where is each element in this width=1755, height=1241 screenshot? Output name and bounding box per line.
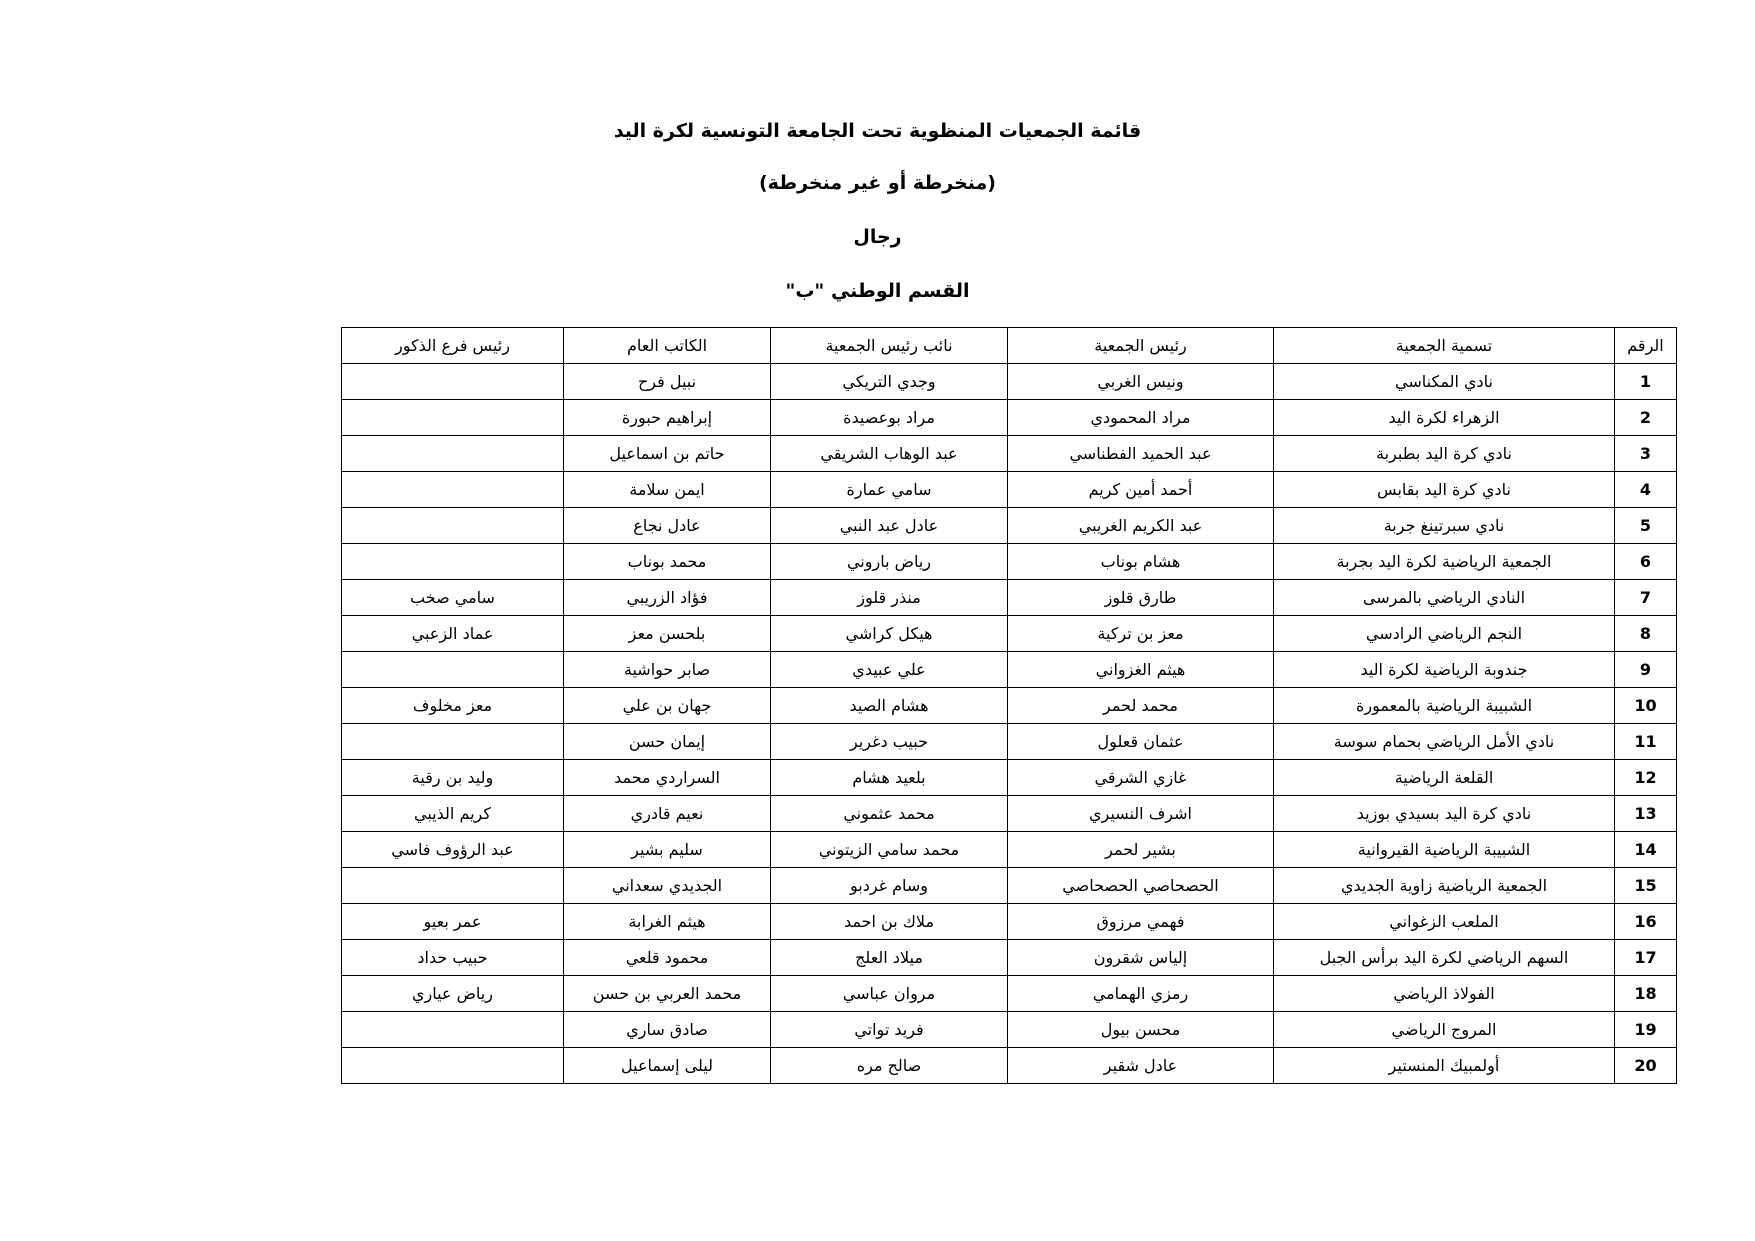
cell-number: 18: [1615, 976, 1677, 1012]
cell-secretary-general: محمود قلعي: [564, 940, 771, 976]
cell-president: رمزي الهمامي: [1008, 976, 1274, 1012]
cell-club-name: الملعب الزغواني: [1274, 904, 1615, 940]
cell-number: 11: [1615, 724, 1677, 760]
cell-male-branch-head: وليد بن رقية: [342, 760, 564, 796]
cell-president: عادل شقير: [1008, 1048, 1274, 1084]
cell-secretary-general: السراردي محمد: [564, 760, 771, 796]
table-row: [342, 580, 1677, 616]
cell-vice-president: بلعيد هشام: [771, 760, 1008, 796]
table-row: [342, 1012, 1677, 1048]
cell-male-branch-head: [342, 364, 564, 400]
cell-club-name: نادي كرة اليد بقابس: [1274, 472, 1615, 508]
cell-club-name: الشبيبة الرياضية بالمعمورة: [1274, 688, 1615, 724]
cell-number: 4: [1615, 472, 1677, 508]
cell-club-name: نادي المكناسي: [1274, 364, 1615, 400]
table-row: [342, 544, 1677, 580]
table-row: [342, 976, 1677, 1012]
table-row: [342, 472, 1677, 508]
table-row: [342, 760, 1677, 796]
cell-male-branch-head: [342, 400, 564, 436]
cell-male-branch-head: [342, 472, 564, 508]
cell-president: محسن بيول: [1008, 1012, 1274, 1048]
cell-number: 17: [1615, 940, 1677, 976]
cell-vice-president: محمد عثموني: [771, 796, 1008, 832]
cell-president: معز بن تركية: [1008, 616, 1274, 652]
cell-president: مراد المحمودي: [1008, 400, 1274, 436]
cell-secretary-general: ايمن سلامة: [564, 472, 771, 508]
cell-number: 2: [1615, 400, 1677, 436]
document-title: قائمة الجمعيات المنظوية تحت الجامعة التونسية لكرة اليد: [613, 120, 1142, 142]
cell-president: أحمد أمين كريم: [1008, 472, 1274, 508]
cell-male-branch-head: [342, 868, 564, 904]
cell-president: طارق قلوز: [1008, 580, 1274, 616]
cell-number: 16: [1615, 904, 1677, 940]
cell-club-name: الشبيبة الرياضية القيروانية: [1274, 832, 1615, 868]
cell-number: 9: [1615, 652, 1677, 688]
cell-vice-president: ميلاد العلج: [771, 940, 1008, 976]
table-row: [342, 940, 1677, 976]
cell-club-name: نادي الأمل الرياضي بحمام سوسة: [1274, 724, 1615, 760]
cell-number: 12: [1615, 760, 1677, 796]
cell-president: عبد الكريم الغريبي: [1008, 508, 1274, 544]
cell-number: 7: [1615, 580, 1677, 616]
clubs-table: [341, 327, 1677, 1084]
table-row: [342, 364, 1677, 400]
cell-president: ونيس الغربي: [1008, 364, 1274, 400]
header-secretary-general: الكاتب العام: [564, 328, 771, 364]
cell-vice-president: مروان عباسي: [771, 976, 1008, 1012]
cell-vice-president: صالح مره: [771, 1048, 1008, 1084]
cell-secretary-general: صادق ساري: [564, 1012, 771, 1048]
cell-vice-president: منذر قلوز: [771, 580, 1008, 616]
cell-president: فهمي مرزوق: [1008, 904, 1274, 940]
cell-president: الحصحاصي الحصحاصي: [1008, 868, 1274, 904]
table-row: [342, 652, 1677, 688]
cell-club-name: أولمبيك المنستير: [1274, 1048, 1615, 1084]
header-club-name: تسمية الجمعية: [1274, 328, 1615, 364]
table-row: [342, 904, 1677, 940]
cell-male-branch-head: [342, 508, 564, 544]
cell-secretary-general: محمد بوناب: [564, 544, 771, 580]
cell-club-name: الجمعية الرياضية لكرة اليد بجربة: [1274, 544, 1615, 580]
cell-male-branch-head: كريم الذيبي: [342, 796, 564, 832]
cell-number: 1: [1615, 364, 1677, 400]
table-row: [342, 400, 1677, 436]
table-row: [342, 796, 1677, 832]
cell-male-branch-head: سامي صخب: [342, 580, 564, 616]
cell-male-branch-head: [342, 652, 564, 688]
cell-secretary-general: الجديدي سعداني: [564, 868, 771, 904]
cell-president: غازي الشرقي: [1008, 760, 1274, 796]
cell-male-branch-head: عمر بعيو: [342, 904, 564, 940]
cell-vice-president: مراد بوعصيدة: [771, 400, 1008, 436]
cell-vice-president: هيكل كراشي: [771, 616, 1008, 652]
cell-club-name: نادي سبرتينغ جربة: [1274, 508, 1615, 544]
cell-vice-president: ملاك بن احمد: [771, 904, 1008, 940]
cell-male-branch-head: رياض عياري: [342, 976, 564, 1012]
cell-vice-president: عبد الوهاب الشريقي: [771, 436, 1008, 472]
cell-number: 5: [1615, 508, 1677, 544]
cell-club-name: المروج الرياضي: [1274, 1012, 1615, 1048]
cell-secretary-general: إيمان حسن: [564, 724, 771, 760]
cell-president: عثمان قعلول: [1008, 724, 1274, 760]
cell-club-name: النادي الرياضي بالمرسى: [1274, 580, 1615, 616]
table-body: [342, 364, 1677, 1084]
cell-secretary-general: بلحسن معز: [564, 616, 771, 652]
cell-club-name: السهم الرياضي لكرة اليد برأس الجبل: [1274, 940, 1615, 976]
cell-secretary-general: هيثم الغرابة: [564, 904, 771, 940]
cell-vice-president: عادل عبد النبي: [771, 508, 1008, 544]
table-row: [342, 724, 1677, 760]
cell-vice-president: وسام غردبو: [771, 868, 1008, 904]
division-label: القسم الوطني "ب": [785, 280, 970, 302]
cell-club-name: الجمعية الرياضية زاوية الجديدي: [1274, 868, 1615, 904]
cell-president: اشرف النسيري: [1008, 796, 1274, 832]
cell-president: هيثم الغزواني: [1008, 652, 1274, 688]
cell-vice-president: علي عبيدي: [771, 652, 1008, 688]
document-subtitle: (منخرطة أو غير منخرطة): [759, 172, 996, 194]
cell-secretary-general: جهان بن علي: [564, 688, 771, 724]
cell-club-name: الفولاذ الرياضي: [1274, 976, 1615, 1012]
cell-secretary-general: محمد العربي بن حسن: [564, 976, 771, 1012]
cell-president: هشام بوناب: [1008, 544, 1274, 580]
table-header-row: [342, 328, 1677, 364]
cell-secretary-general: نعيم قادري: [564, 796, 771, 832]
cell-male-branch-head: عماد الزعبي: [342, 616, 564, 652]
cell-male-branch-head: معز مخلوف: [342, 688, 564, 724]
cell-secretary-general: فؤاد الزريبي: [564, 580, 771, 616]
cell-president: إلياس شقرون: [1008, 940, 1274, 976]
cell-secretary-general: إبراهيم حبورة: [564, 400, 771, 436]
cell-vice-president: فريد تواتي: [771, 1012, 1008, 1048]
cell-number: 6: [1615, 544, 1677, 580]
cell-number: 15: [1615, 868, 1677, 904]
cell-number: 8: [1615, 616, 1677, 652]
cell-secretary-general: عادل نجاع: [564, 508, 771, 544]
cell-club-name: الزهراء لكرة اليد: [1274, 400, 1615, 436]
cell-secretary-general: حاتم بن اسماعيل: [564, 436, 771, 472]
cell-male-branch-head: [342, 544, 564, 580]
table-row: [342, 1048, 1677, 1084]
cell-secretary-general: نبيل فرح: [564, 364, 771, 400]
cell-male-branch-head: [342, 1048, 564, 1084]
cell-club-name: النجم الرياضي الرادسي: [1274, 616, 1615, 652]
cell-number: 20: [1615, 1048, 1677, 1084]
table-row: [342, 508, 1677, 544]
cell-vice-president: هشام الصيد: [771, 688, 1008, 724]
table-row: [342, 688, 1677, 724]
cell-president: بشير لحمر: [1008, 832, 1274, 868]
cell-club-name: نادي كرة اليد بطبربة: [1274, 436, 1615, 472]
cell-president: محمد لحمر: [1008, 688, 1274, 724]
cell-number: 3: [1615, 436, 1677, 472]
category-label: رجال: [853, 226, 902, 248]
cell-male-branch-head: حبيب حداد: [342, 940, 564, 976]
cell-vice-president: رياض باروني: [771, 544, 1008, 580]
cell-secretary-general: صابر حواشية: [564, 652, 771, 688]
cell-club-name: نادي كرة اليد بسيدي بوزيد: [1274, 796, 1615, 832]
cell-secretary-general: ليلى إسماعيل: [564, 1048, 771, 1084]
cell-club-name: جندوبة الرياضية لكرة اليد: [1274, 652, 1615, 688]
header-male-branch-head: رئيس فرع الذكور: [342, 328, 564, 364]
cell-vice-president: حبيب دغرير: [771, 724, 1008, 760]
cell-number: 10: [1615, 688, 1677, 724]
table-row: [342, 868, 1677, 904]
cell-number: 19: [1615, 1012, 1677, 1048]
header-number: الرقم: [1615, 328, 1677, 364]
header-president: رئيس الجمعية: [1008, 328, 1274, 364]
cell-secretary-general: سليم بشير: [564, 832, 771, 868]
cell-male-branch-head: [342, 1012, 564, 1048]
table-row: [342, 616, 1677, 652]
cell-male-branch-head: عبد الرؤوف فاسي: [342, 832, 564, 868]
table-row: [342, 832, 1677, 868]
cell-vice-president: وجدي التريكي: [771, 364, 1008, 400]
cell-club-name: القلعة الرياضية: [1274, 760, 1615, 796]
cell-male-branch-head: [342, 436, 564, 472]
table-row: [342, 436, 1677, 472]
cell-vice-president: سامي عمارة: [771, 472, 1008, 508]
header-vice-president: نائب رئيس الجمعية: [771, 328, 1008, 364]
cell-number: 13: [1615, 796, 1677, 832]
cell-number: 14: [1615, 832, 1677, 868]
cell-vice-president: محمد سامي الزيتوني: [771, 832, 1008, 868]
cell-president: عبد الحميد الفطناسي: [1008, 436, 1274, 472]
cell-male-branch-head: [342, 724, 564, 760]
